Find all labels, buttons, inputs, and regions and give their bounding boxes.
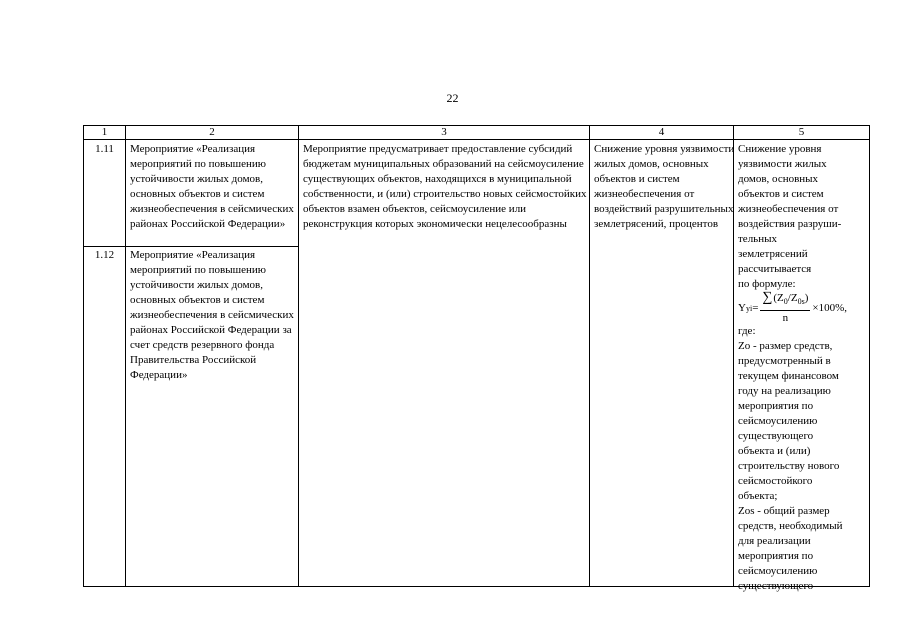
method-line: существующего bbox=[738, 430, 814, 442]
method-line: текущем финансовом bbox=[738, 370, 839, 382]
formula-equals: = bbox=[752, 301, 759, 314]
formula-lhs-sub: yi bbox=[745, 303, 753, 313]
measure-name: Мероприятие «Реализация мероприятий по повышению устойчивости жилых домов, основных объектов и систем жизнеобеспечения в сейсмических районах Российской Федерации» bbox=[130, 143, 294, 230]
row-number: 1.11 bbox=[95, 143, 114, 155]
header-col-4: 4 bbox=[658, 126, 665, 138]
method-line: Снижение уровня bbox=[738, 143, 822, 155]
method-line: домов, основных bbox=[738, 173, 819, 185]
header-col-2: 2 bbox=[209, 126, 215, 138]
method-line: рассчитывается bbox=[738, 263, 812, 275]
calculation-method bbox=[738, 142, 870, 594]
method-line: сейсмостойкого bbox=[738, 475, 813, 487]
method-line: где: bbox=[738, 325, 756, 337]
method-line: воздействия разруши- bbox=[738, 218, 842, 230]
method-line: для реализации bbox=[738, 535, 811, 547]
method-line: мероприятия по bbox=[738, 550, 814, 562]
formula-num-sub: 0s bbox=[797, 297, 805, 307]
measure-description: Мероприятие предусматривает предоставление субсидий бюджетам муниципальных образований на сейсмоусиление существующих объектов, находящихся в муниципальной собственности, и (или) строительство новых сейсмостойких объектов взамен объектов, сейсмоусиление или реконструкция которых экономически нецелесообразны bbox=[303, 143, 587, 230]
method-line: Zos - общий размер bbox=[738, 505, 830, 517]
method-line: тельных bbox=[738, 233, 777, 245]
method-line: сейсмоусилению bbox=[738, 565, 818, 577]
header-divider bbox=[84, 139, 869, 140]
method-line: уязвимости жилых bbox=[738, 158, 827, 170]
formula-lhs: Y bbox=[738, 301, 746, 314]
formula-num-part: ) bbox=[804, 292, 809, 305]
method-line: объекта и (или) bbox=[738, 445, 811, 457]
method-line: жизнеобеспечения от bbox=[738, 203, 839, 215]
formula-num-part: (Z bbox=[773, 292, 784, 305]
method-line: сейсмоусилению bbox=[738, 415, 818, 427]
measure-name: Мероприятие «Реализация мероприятий по повышению устойчивости жилых домов, основных объектов и систем жизнеобеспечения в сейсмических районах Российской Федерации за счет средств резервного фонда Правительства Российской Федерации» bbox=[130, 249, 294, 381]
method-line: объектов и систем bbox=[738, 188, 824, 200]
indicator-name: Снижение уровня уязвимости жилых домов, основных объектов и систем жизнеобеспечения от воздействий разрушительных землетрясений, процентов bbox=[594, 143, 735, 230]
formula-denominator: n bbox=[782, 311, 789, 324]
row-divider bbox=[84, 246, 298, 247]
formula bbox=[738, 292, 870, 324]
formula-fraction bbox=[760, 291, 810, 324]
method-line: землетрясений bbox=[738, 248, 808, 260]
page-number: 22 bbox=[446, 91, 459, 105]
formula-numerator bbox=[760, 291, 810, 310]
formula-num-sub: 0 bbox=[783, 297, 788, 307]
formula-num-part: /Z bbox=[787, 292, 798, 305]
method-line: Zo - размер средств, bbox=[738, 340, 833, 352]
method-line: существующего bbox=[738, 580, 814, 592]
header-col-5: 5 bbox=[798, 126, 805, 138]
method-line: предусмотренный в bbox=[738, 355, 831, 367]
column-divider bbox=[589, 126, 590, 586]
method-line: по формуле: bbox=[738, 278, 796, 290]
sum-symbol: ∑ bbox=[762, 290, 773, 306]
row-number: 1.12 bbox=[94, 249, 115, 261]
method-line: строительству нового bbox=[738, 460, 840, 472]
method-line: году на реализацию bbox=[738, 385, 831, 397]
column-divider bbox=[125, 126, 126, 586]
header-col-1: 1 bbox=[101, 126, 108, 138]
method-line: мероприятия по bbox=[738, 400, 814, 412]
method-line: объекта; bbox=[738, 490, 778, 502]
table bbox=[83, 125, 870, 592]
method-line: средств, необходимый bbox=[738, 520, 843, 532]
formula-rhs: ×100%, bbox=[812, 301, 847, 314]
header-col-3: 3 bbox=[441, 126, 447, 138]
